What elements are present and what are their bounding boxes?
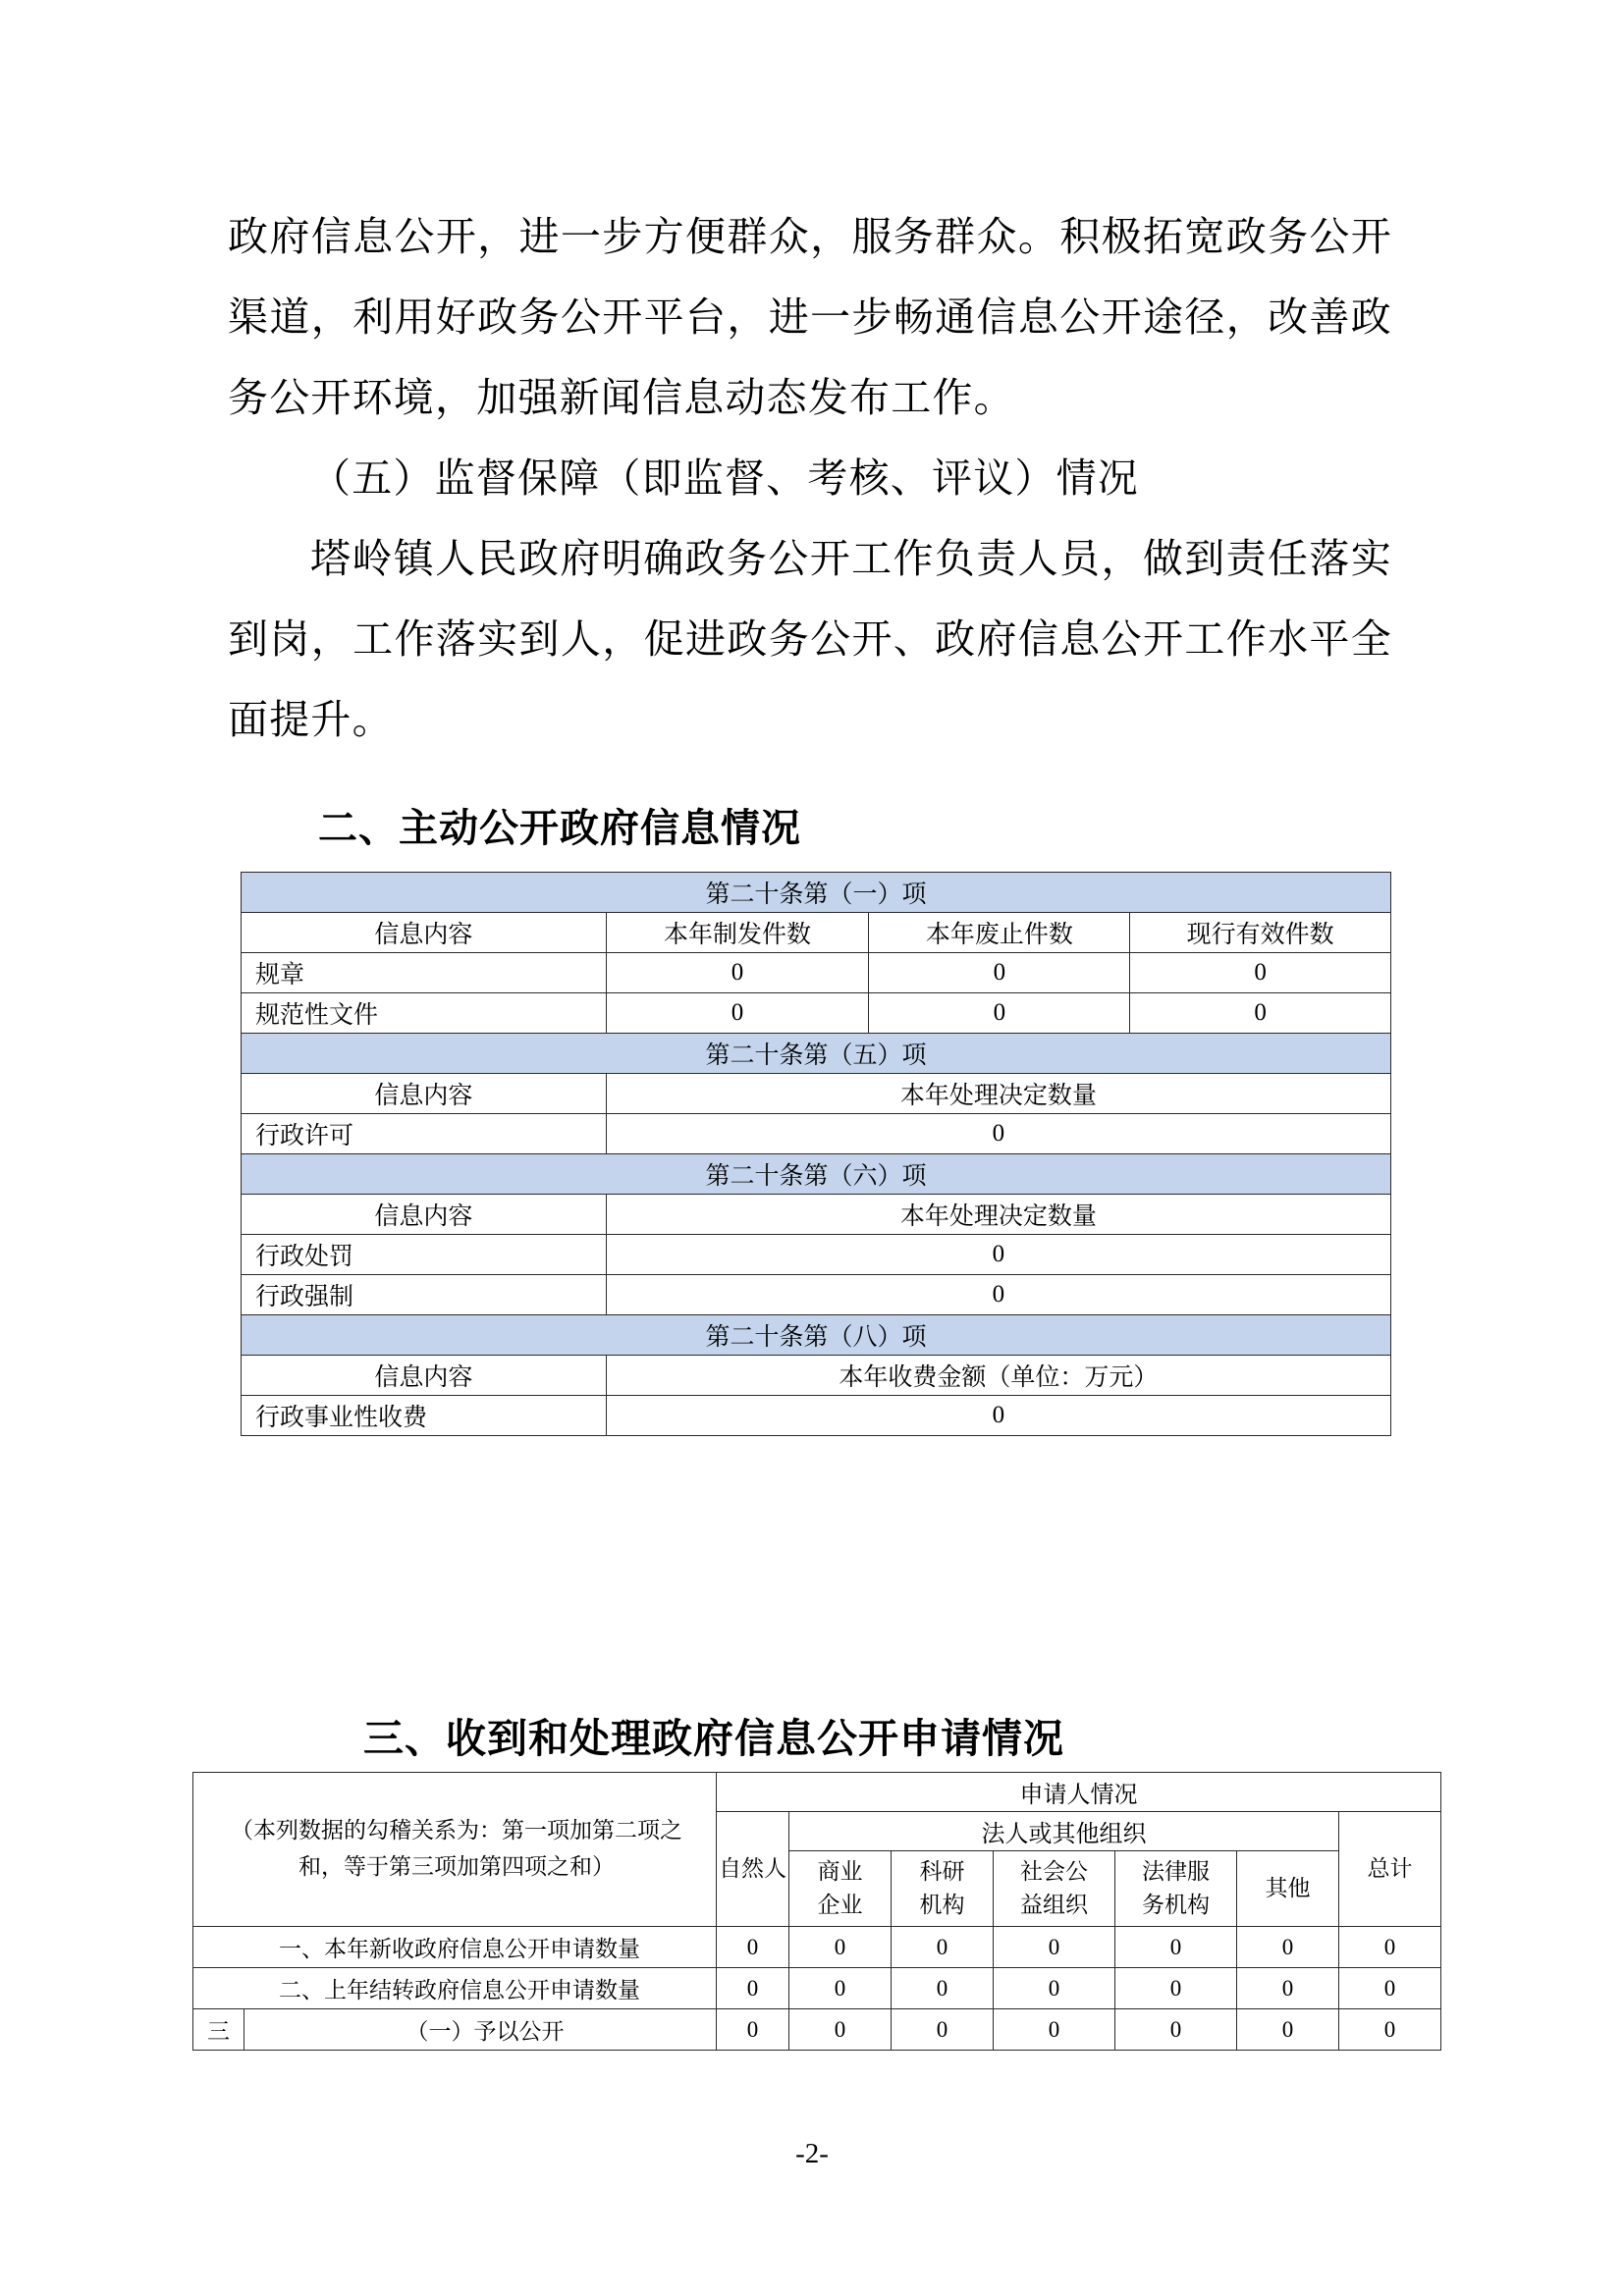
cell-granted-research-institution: 0 xyxy=(892,2009,994,2051)
cell-new-natural-person: 0 xyxy=(717,1927,789,1968)
row-label-admin-fees: 行政事业性收费 xyxy=(242,1396,607,1436)
cell-carryover-natural-person: 0 xyxy=(717,1968,789,2009)
cell-granted-social-welfare-org: 0 xyxy=(994,2009,1115,2051)
table-row xyxy=(193,1968,1441,2009)
section-3-heading: 三、收到和处理政府信息公开申请情况 xyxy=(363,1715,1064,1762)
cell-admin-coercion-count: 0 xyxy=(606,1275,1390,1315)
row-label-admin-coercion: 行政强制 xyxy=(242,1275,607,1315)
table-header-row-1 xyxy=(193,1773,1441,1812)
table-row xyxy=(242,1396,1391,1436)
cell-granted-total: 0 xyxy=(1339,2009,1441,2051)
page-number: -2- xyxy=(795,2138,829,2169)
table-row xyxy=(242,953,1391,993)
column-header-other: 其他 xyxy=(1237,1851,1339,1927)
cell-carryover-research-institution: 0 xyxy=(892,1968,994,2009)
cell-carryover-total: 0 xyxy=(1339,1968,1441,2009)
column-header-decisions-count: 本年处理决定数量 xyxy=(606,1195,1390,1235)
table-section-header-row xyxy=(242,1034,1391,1074)
cell-carryover-legal-service-org: 0 xyxy=(1115,1968,1237,2009)
column-header-total: 总计 xyxy=(1339,1812,1441,1927)
table-row xyxy=(242,1114,1391,1154)
column-header-legal-service-org: 法律服 务机构 xyxy=(1115,1851,1237,1927)
cell-granted-commercial-enterprise: 0 xyxy=(789,2009,892,2051)
paragraph-supervision-content: 塔岭镇人民政府明确政务公开工作负责人员，做到责任落实到岗，工作落实到人，促进政务公开、政府信息公开工作水平全面提升。 xyxy=(228,536,1392,742)
cell-new-legal-service-org: 0 xyxy=(1115,1927,1237,1968)
cell-new-research-institution: 0 xyxy=(892,1927,994,1968)
cell-regulations-abolished: 0 xyxy=(869,953,1130,993)
table-column-header-row xyxy=(242,913,1391,953)
paragraph-subsection-five-title: （五）监督保障（即监督、考核、评议）情况 xyxy=(310,455,1139,501)
cell-granted-natural-person: 0 xyxy=(717,2009,789,2051)
cell-regulations-effective: 0 xyxy=(1130,953,1391,993)
cell-new-total: 0 xyxy=(1339,1927,1441,1968)
section-2-heading: 二、主动公开政府信息情况 xyxy=(318,806,801,851)
table-row xyxy=(193,2009,1441,2051)
cell-admin-fees-amount: 0 xyxy=(606,1396,1390,1436)
table-row xyxy=(193,1927,1441,1968)
cell-granted-legal-service-org: 0 xyxy=(1115,2009,1237,2051)
table-section-header-row xyxy=(242,1315,1391,1356)
cell-carryover-commercial-enterprise: 0 xyxy=(789,1968,892,2009)
cell-normative-docs-abolished: 0 xyxy=(869,993,1130,1034)
proactive-disclosure-table xyxy=(241,872,1391,1436)
table-column-header-row xyxy=(242,1074,1391,1114)
section-title-cell: 第二十条第（五）项 xyxy=(242,1034,1391,1074)
column-header-info-content: 信息内容 xyxy=(242,1195,607,1235)
column-header-info-content: 信息内容 xyxy=(242,1074,607,1114)
column-header-info-content: 信息内容 xyxy=(242,913,607,953)
column-header-commercial-enterprise: 商业 企业 xyxy=(789,1851,892,1927)
row-index-three: 三 xyxy=(193,2009,244,2051)
table-row xyxy=(242,1235,1391,1275)
cell-new-other: 0 xyxy=(1237,1927,1339,1968)
applications-table xyxy=(192,1772,1441,2051)
column-header-research-institution: 科研 机构 xyxy=(892,1851,994,1927)
row-label-carried-over-applications: 二、上年结转政府信息公开申请数量 xyxy=(193,1968,717,2009)
row-label-granted-disclosure: （一）予以公开 xyxy=(244,2009,717,2051)
cell-carryover-social-welfare-org: 0 xyxy=(994,1968,1115,2009)
body-text-block xyxy=(228,196,1392,760)
column-header-social-welfare-org: 社会公 益组织 xyxy=(994,1851,1115,1927)
row-label-admin-penalty: 行政处罚 xyxy=(242,1235,607,1275)
table-column-header-row xyxy=(242,1195,1391,1235)
column-header-effective-count: 现行有效件数 xyxy=(1130,913,1391,953)
cell-new-social-welfare-org: 0 xyxy=(994,1927,1115,1968)
column-header-abolished-count: 本年废止件数 xyxy=(869,913,1130,953)
column-header-natural-person: 自然人 xyxy=(717,1812,789,1927)
table-section-header-row xyxy=(242,1154,1391,1195)
section-title-cell: 第二十条第（八）项 xyxy=(242,1315,1391,1356)
row-label-admin-license: 行政许可 xyxy=(242,1114,607,1154)
table-section-header-row xyxy=(242,873,1391,913)
cell-admin-license-count: 0 xyxy=(606,1114,1390,1154)
table-row xyxy=(242,1275,1391,1315)
row-label-new-applications: 一、本年新收政府信息公开申请数量 xyxy=(193,1927,717,1968)
cell-granted-other: 0 xyxy=(1237,2009,1339,2051)
column-header-info-content: 信息内容 xyxy=(242,1356,607,1396)
row-label-regulations: 规章 xyxy=(242,953,607,993)
table-column-header-row xyxy=(242,1356,1391,1396)
section-title-cell: 第二十条第（一）项 xyxy=(242,873,1391,913)
cell-new-commercial-enterprise: 0 xyxy=(789,1927,892,1968)
column-header-decisions-count: 本年处理决定数量 xyxy=(606,1074,1390,1114)
table-row xyxy=(242,993,1391,1034)
column-header-issued-count: 本年制发件数 xyxy=(606,913,869,953)
cell-regulations-issued: 0 xyxy=(606,953,869,993)
cell-normative-docs-issued: 0 xyxy=(606,993,869,1034)
group-header-legal-person: 法人或其他组织 xyxy=(789,1812,1339,1851)
cell-normative-docs-effective: 0 xyxy=(1130,993,1391,1034)
cell-carryover-other: 0 xyxy=(1237,1968,1339,2009)
section-title-cell: 第二十条第（六）项 xyxy=(242,1154,1391,1195)
column-header-fee-amount: 本年收费金额（单位：万元） xyxy=(606,1356,1390,1396)
table-note-cell: （本列数据的勾稽关系为：第一项加第二项之和，等于第三项加第四项之和） xyxy=(193,1773,717,1927)
row-label-normative-docs: 规范性文件 xyxy=(242,993,607,1034)
paragraph-public-info-continued: 政府信息公开，进一步方便群众，服务群众。积极拓宽政务公开渠道，利用好政务公开平台，进一步畅通信息公开途径，改善政务公开环境，加强新闻信息动态发布工作。 xyxy=(228,214,1392,420)
group-header-applicant-type: 申请人情况 xyxy=(717,1773,1441,1812)
cell-admin-penalty-count: 0 xyxy=(606,1235,1390,1275)
